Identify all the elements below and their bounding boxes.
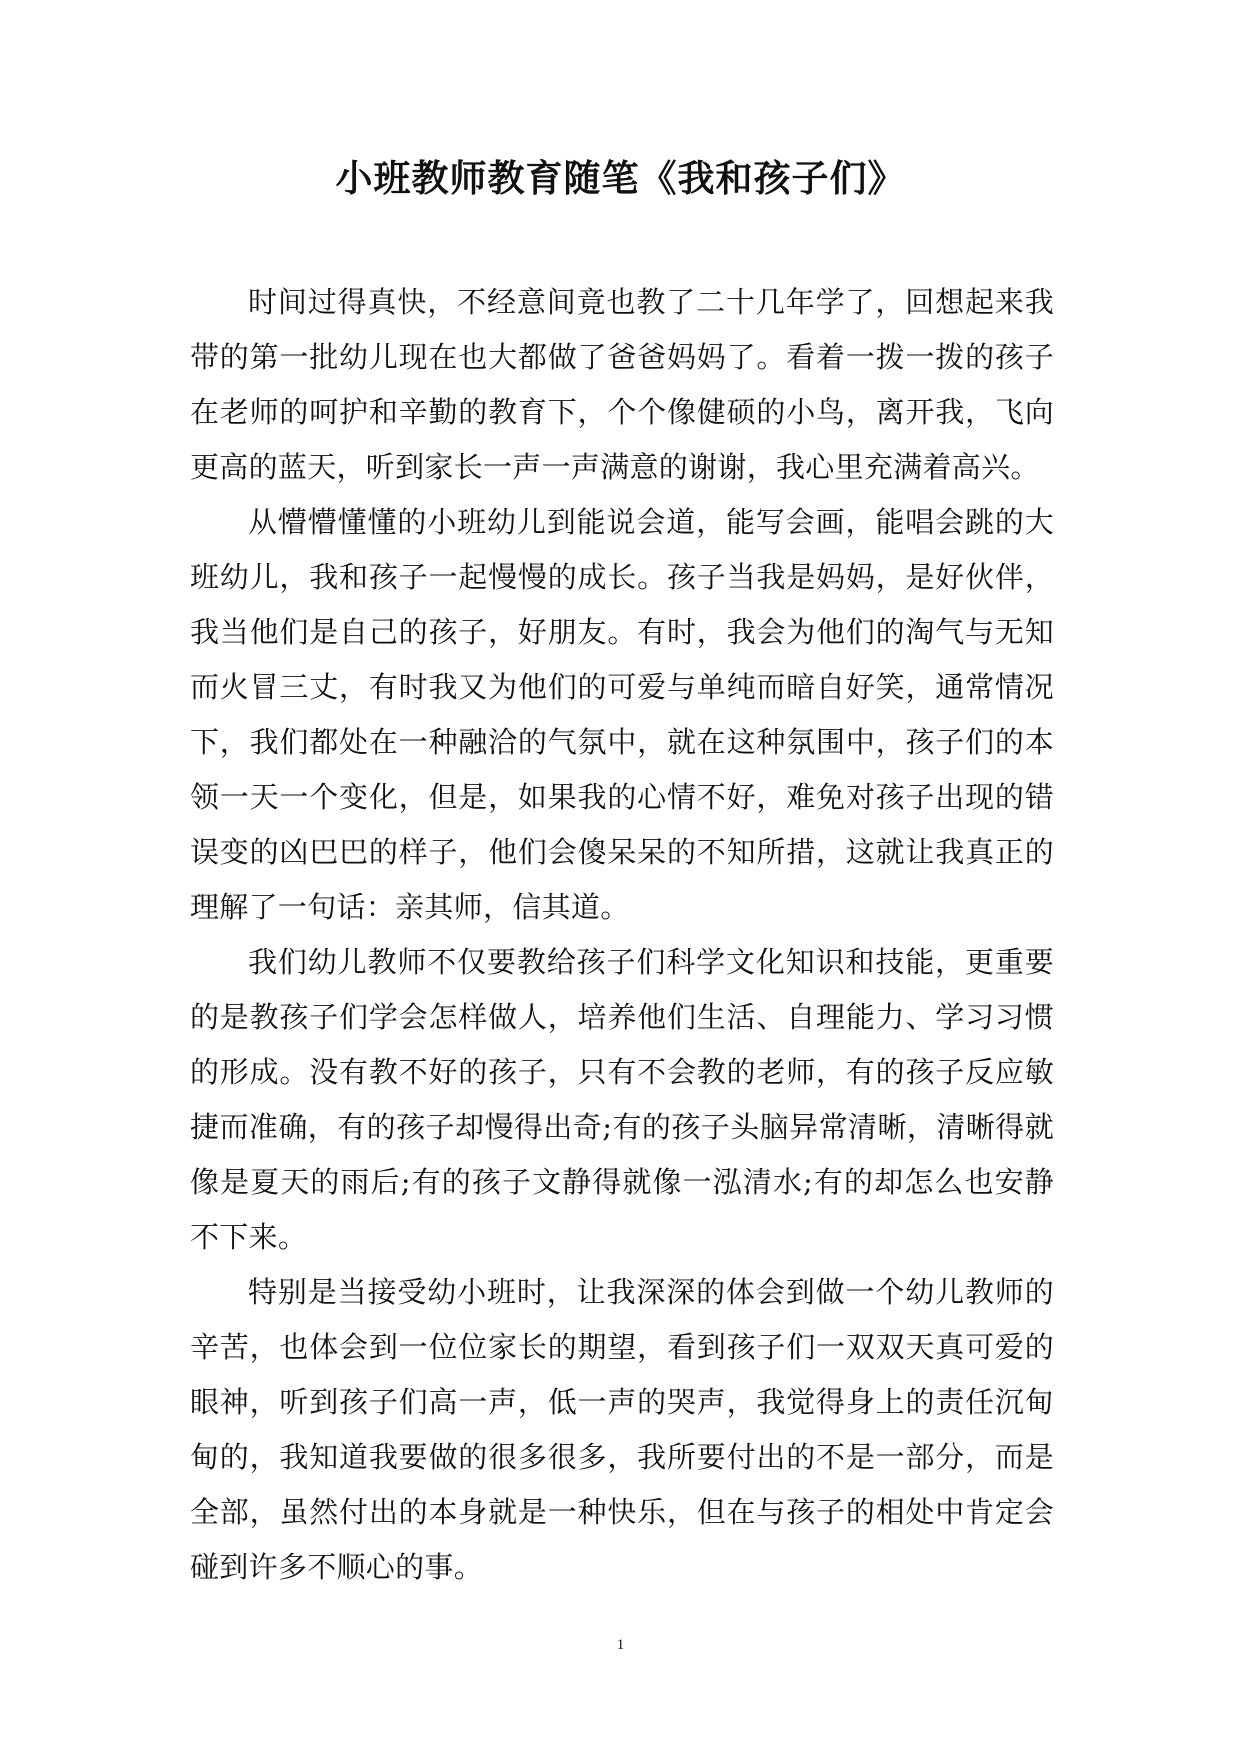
page-number: 1 <box>616 1637 625 1653</box>
paragraph: 从懵懵懂懂的小班幼儿到能说会道，能写会画，能唱会跳的大班幼儿，我和孩子一起慢慢的成长。孩子当我是妈妈，是好伙伴，我当他们是自己的孩子，好朋友。有时，我会为他们的淘气与无知而火冒三丈，有时我又为他们的可爱与单纯而暗自好笑，通常情况下，我们都处在一种融洽的气氛中，就在这种氛围中，孩子们的本领一天一个变化，但是，如果我的心情不好，难免对孩子出现的错误变的凶巴巴的样子，他们会傻呆呆的不知所措，这就让我真正的理解了一句话：亲其师，信其道。 <box>190 505 1054 924</box>
document-title: 小班教师教育随笔《我和孩子们》 <box>335 156 906 200</box>
paragraph: 时间过得真快，不经意间竟也教了二十几年学了，回想起来我带的第一批幼儿现在也大都做了爸爸妈妈了。看着一拨一拨的孩子在老师的呵护和辛勤的教育下，个个像健硕的小鸟，离开我，飞向更高的蓝天，听到家长一声一声满意的谢谢，我心里充满着高兴。 <box>190 285 1054 484</box>
document-body <box>190 275 1054 1595</box>
paragraph: 特别是当接受幼小班时，让我深深的体会到做一个幼儿教师的辛苦，也体会到一位位家长的期望，看到孩子们一双双天真可爱的眼神，听到孩子们高一声，低一声的哭声，我觉得身上的责任沉甸甸的，我知道我要做的很多很多，我所要付出的不是一部分，而是全部，虽然付出的本身就是一种快乐，但在与孩子的相处中肯定会碰到许多不顺心的事。 <box>190 1275 1054 1584</box>
paragraph: 我们幼儿教师不仅要教给孩子们科学文化知识和技能，更重要的是教孩子们学会怎样做人，培养他们生活、自理能力、学习习惯的形成。没有教不好的孩子，只有不会教的老师，有的孩子反应敏捷而准确，有的孩子却慢得出奇;有的孩子头脑异常清晰，清晰得就像是夏天的雨后;有的孩子文静得就像一泓清水;有的却怎么也安静不下来。 <box>190 945 1054 1254</box>
